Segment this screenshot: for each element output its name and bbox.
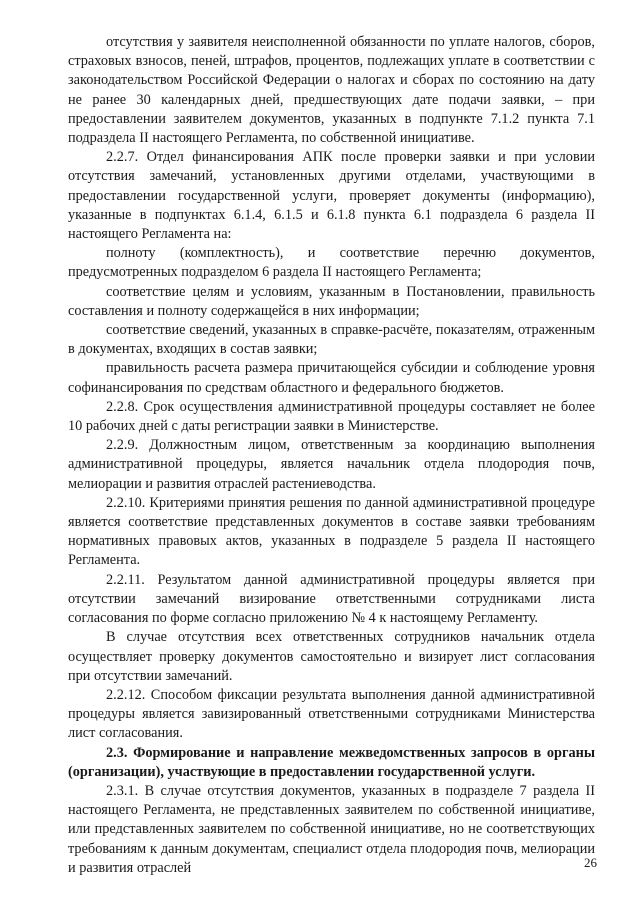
paragraph-2-2-11: 2.2.11. Результатом данной административной процедуры является при отсутствии замечаний визирование ответственными сотрудниками листа согласования по форме согласно приложению № 4 к настоящему Регламенту. xyxy=(68,571,595,627)
paragraph-check-calculation-data: соответствие сведений, указанных в справке-расчёте, показателям, отраженным в документах, входящих в состав заявки; xyxy=(68,322,595,358)
paragraph-check-goals: соответствие целям и условиям, указанным в Постановлении, правильность составления и полноту содержащейся в них информации; xyxy=(68,283,595,319)
paragraph-2-2-7: 2.2.7. Отдел финансирования АПК после проверки заявки и при условии отсутствия замечаний, установленных другими отделами, участвующими в предоставлении государственной услуги, проверяет документы (информацию), указанные в подпунктах 6.1.4, 6.1.5 и 6.1.8 пункта 6.1 подраздела 6 раздела II настоящего Регламента на: xyxy=(68,149,595,243)
paragraph-tax-debt-condition: отсутствия у заявителя неисполненной обязанности по уплате налогов, сборов, страховых взносов, пеней, штрафов, процентов, подлежащих уплате в соответствии с законодательством Российской Федерации о налогах и сборах по состоянию на дату не ранее 30 календарных дней, предшествующих дате подачи заявки, – при предоставлении заявителем документов, указанных в подпункте 7.1.2 пункта 7.1 подраздела II настоящего Регламента, по собственной инициативе. xyxy=(68,34,595,147)
paragraph-2-2-8: 2.2.8. Срок осуществления административной процедуры составляет не более 10 рабочих дней с даты регистрации заявки в Министерстве. xyxy=(68,398,595,435)
paragraph-2-2-9: 2.2.9. Должностным лицом, ответственным за координацию выполнения административной процедуры, является начальник отдела плодородия почв, мелиорации и развития отраслей растениеводства. xyxy=(68,437,595,492)
document-body xyxy=(68,33,595,878)
paragraph-check-subsidy-amount: правильность расчета размера причитающейся субсидии и соблюдение уровня софинансирования по средствам областного и федерального бюджетов. xyxy=(68,360,595,396)
paragraph-2-3-1: 2.3.1. В случае отсутствия документов, указанных в подразделе 7 раздела II настоящего Регламента, не представленных заявителем по собственной инициативе, или представленных заявителем по собственной инициативе, но не соответствующих требованиям к данным документам, специалист отдела плодородия почв, мелиорации и развития отраслей xyxy=(68,782,595,876)
page-number: 26 xyxy=(584,855,597,870)
paragraph-absence-of-staff: В случае отсутствия всех ответственных сотрудников начальник отдела осуществляет проверку документов самостоятельно и визирует лист согласования при отсутствии замечаний. xyxy=(68,629,595,684)
paragraph-2-2-10: 2.2.10. Критериями принятия решения по данной административной процедуре является соответствие представленных документов в составе заявки требованиям нормативных правовых актов, указанных в подразделе 5 раздела II настоящего Регламента. xyxy=(68,494,595,569)
section-heading-2-3: 2.3. Формирование и направление межведомственных запросов в органы (организации), участвующие в предоставлении государственной услуги. xyxy=(68,744,595,780)
paragraph-check-completeness: полноту (комплектность), и соответствие перечню документов, предусмотренных подразделом 6 раздела II настоящего Регламента; xyxy=(68,245,595,281)
paragraph-2-2-12: 2.2.12. Способом фиксации результата выполнения данной административной процедуры является завизированный ответственными сотрудниками Министерства лист согласования. xyxy=(68,686,595,742)
